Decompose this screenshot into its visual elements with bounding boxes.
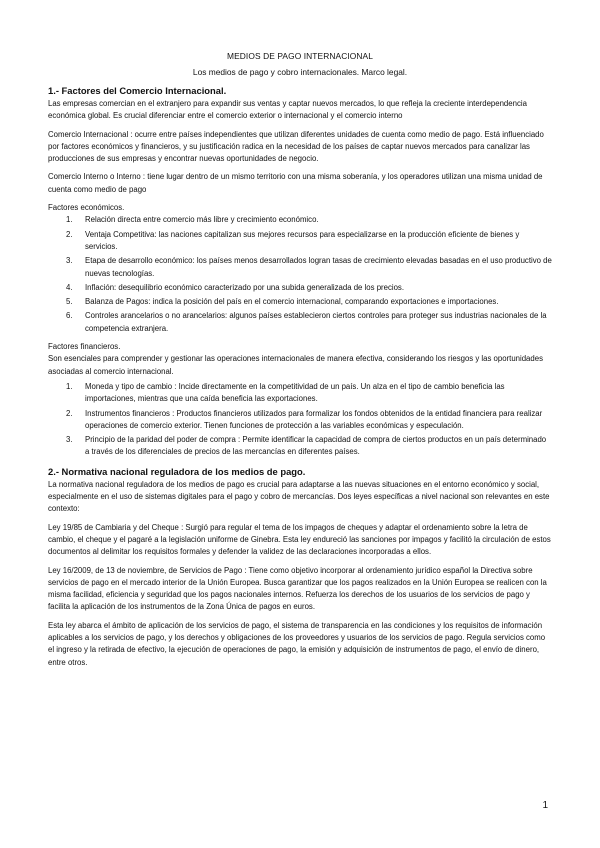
ley-1985-paragraph: Ley 19/85 de Cambiaria y del Cheque : Surgió para regular el tema de los impagos de cheques y adaptar el ordenamiento sobre la letra de cambio, el cheque y el pagaré a la legislación uniforme de Ginebra. Esta ley endureció las sanciones por impagos y facilitó la circulación de estos documentos al delimitar los requisitos formales y defender la validez de las declaraciones incorporadas a ellos. (48, 522, 551, 557)
list-item: 3. Principio de la paridad del poder de compra : Permite identificar la capacidad de compra de ciertos productos en un país determinado a través de los diferenciales de precios de las mercancías en diferentes países. (66, 435, 547, 457)
factores-economicos-list (48, 214, 552, 335)
list-item: 2. Ventaja Competitiva: las naciones capitalizan sus mejores recursos para especializarse en la producción eficiente de bienes y servicios. (66, 229, 520, 251)
factores-financieros-list (48, 381, 552, 459)
list-item: 6. Controles arancelarios o no arancelarios: algunos países establecieron ciertos controles para proteger sus industrias nacionales de la competencia extranjera. (66, 311, 547, 333)
section1-intro: Las empresas comercian en el extranjero para expandir sus ventas y captar nuevos mercados, lo que refleja la creciente interdependencia económica global. Es crucial diferenciar entre el comercio exterior o internacional y el comercio interno (48, 99, 527, 121)
document-title: MEDIOS DE PAGO INTERNACIONAL (227, 51, 373, 61)
ley-2009-paragraph: Ley 16/2009, de 13 de noviembre, de Servicios de Pago : Tiene como objetivo incorporar al ordenamiento jurídico español la Directiva sobre servicios de pago en el mercado interior de la Unión Europea. Busca garantizar que los pagos realizados en la Unión Europea se realicen con la misma facilidad, eficiencia y seguridad que los pagos nacionales internos. Refuerza los derechos de los usuarios de los servicios de pago y facilita la aplicación de los instrumentos de la Zona Única de pagos en euros. (48, 565, 547, 612)
comercio-interno-paragraph: Comercio Interno o Interno : tiene lugar dentro de un mismo territorio con una misma soberanía, y los operadores utilizan una misma unidad de cuenta como medio de pago (48, 172, 543, 194)
factores-economicos-label: Factores económicos. (48, 203, 125, 213)
page-number: 1 (542, 800, 548, 811)
section2-intro: La normativa nacional reguladora de los medios de pago es crucial para adaptarse a las nuevas situaciones en el entorno económico y social, especialmente en el uso de sistemas digitales para el pago y cobro de mercancías. Dos leyes específicas a nivel nacional son relevantes en este contexto: (48, 479, 550, 514)
section2-heading: 2.- Normativa nacional reguladora de los medios de pago. (48, 465, 306, 477)
ambito-paragraph: Esta ley abarca el ámbito de aplicación de los servicios de pago, el sistema de transparencia en las condiciones y los requisitos de información aplicables a los servicios de pago, y los derechos y obligaciones de los proveedores y usuarios de los servicios de pago. Regula servicios como el ingreso y la retirada de efectivo, la ejecución de operaciones de pago, la emisión y adquisición de instrumentos de pago, el envío de dinero, entre otros. (48, 620, 546, 667)
comercio-internacional-paragraph: Comercio Internacional : ocurre entre países independientes que utilizan diferentes unidades de cuenta como medio de pago. Está influenciado por factores económicos y financieros, y su justificación radica en la necesidad de los países de captar nuevos mercados para canalizar las producciones de sus empresas y encontrar nuevas oportunidades de negocio. (48, 129, 544, 164)
list-item: 5. Balanza de Pagos: indica la posición del país en el comercio internacional, comparando exportaciones e importaciones. (66, 297, 499, 307)
list-item: 4. Inflación: desequilibrio económico caracterizado por una subida generalizada de los precios. (66, 282, 404, 292)
section1-heading: 1.- Factores del Comercio Internacional. (48, 85, 227, 96)
list-item: 3. Etapa de desarrollo económico: los países menos desarrollados logran tasas de crecimiento elevadas basadas en el uso productivo de nuevas tecnologías. (66, 256, 552, 278)
list-item: 1. Relación directa entre comercio más libre y crecimiento económico. (66, 215, 319, 225)
document-subtitle: Los medios de pago y cobro internacionales. Marco legal. (192, 67, 408, 77)
list-item: 1. Moneda y tipo de cambio : Incide directamente en la competitividad de un país. Un alza en el tipo de cambio beneficia las importaciones, mientras que una caída beneficia las exportaciones. (66, 381, 505, 404)
document-page (48, 50, 552, 675)
factores-financieros-label: Factores financieros. (48, 342, 121, 352)
factores-financieros-intro: Son esenciales para comprender y gestionar las operaciones internacionales de manera efectiva, considerando los riesgos y las oportunidades asociadas al comercio internacional. (48, 354, 543, 376)
list-item: 2. Instrumentos financieros : Productos financieros utilizados para formalizar los fondos obtenidos de la entidad financiera para realizar operaciones de comercio exterior. Tienen funciones de protección a las variables económicas y especulación. (66, 408, 543, 430)
